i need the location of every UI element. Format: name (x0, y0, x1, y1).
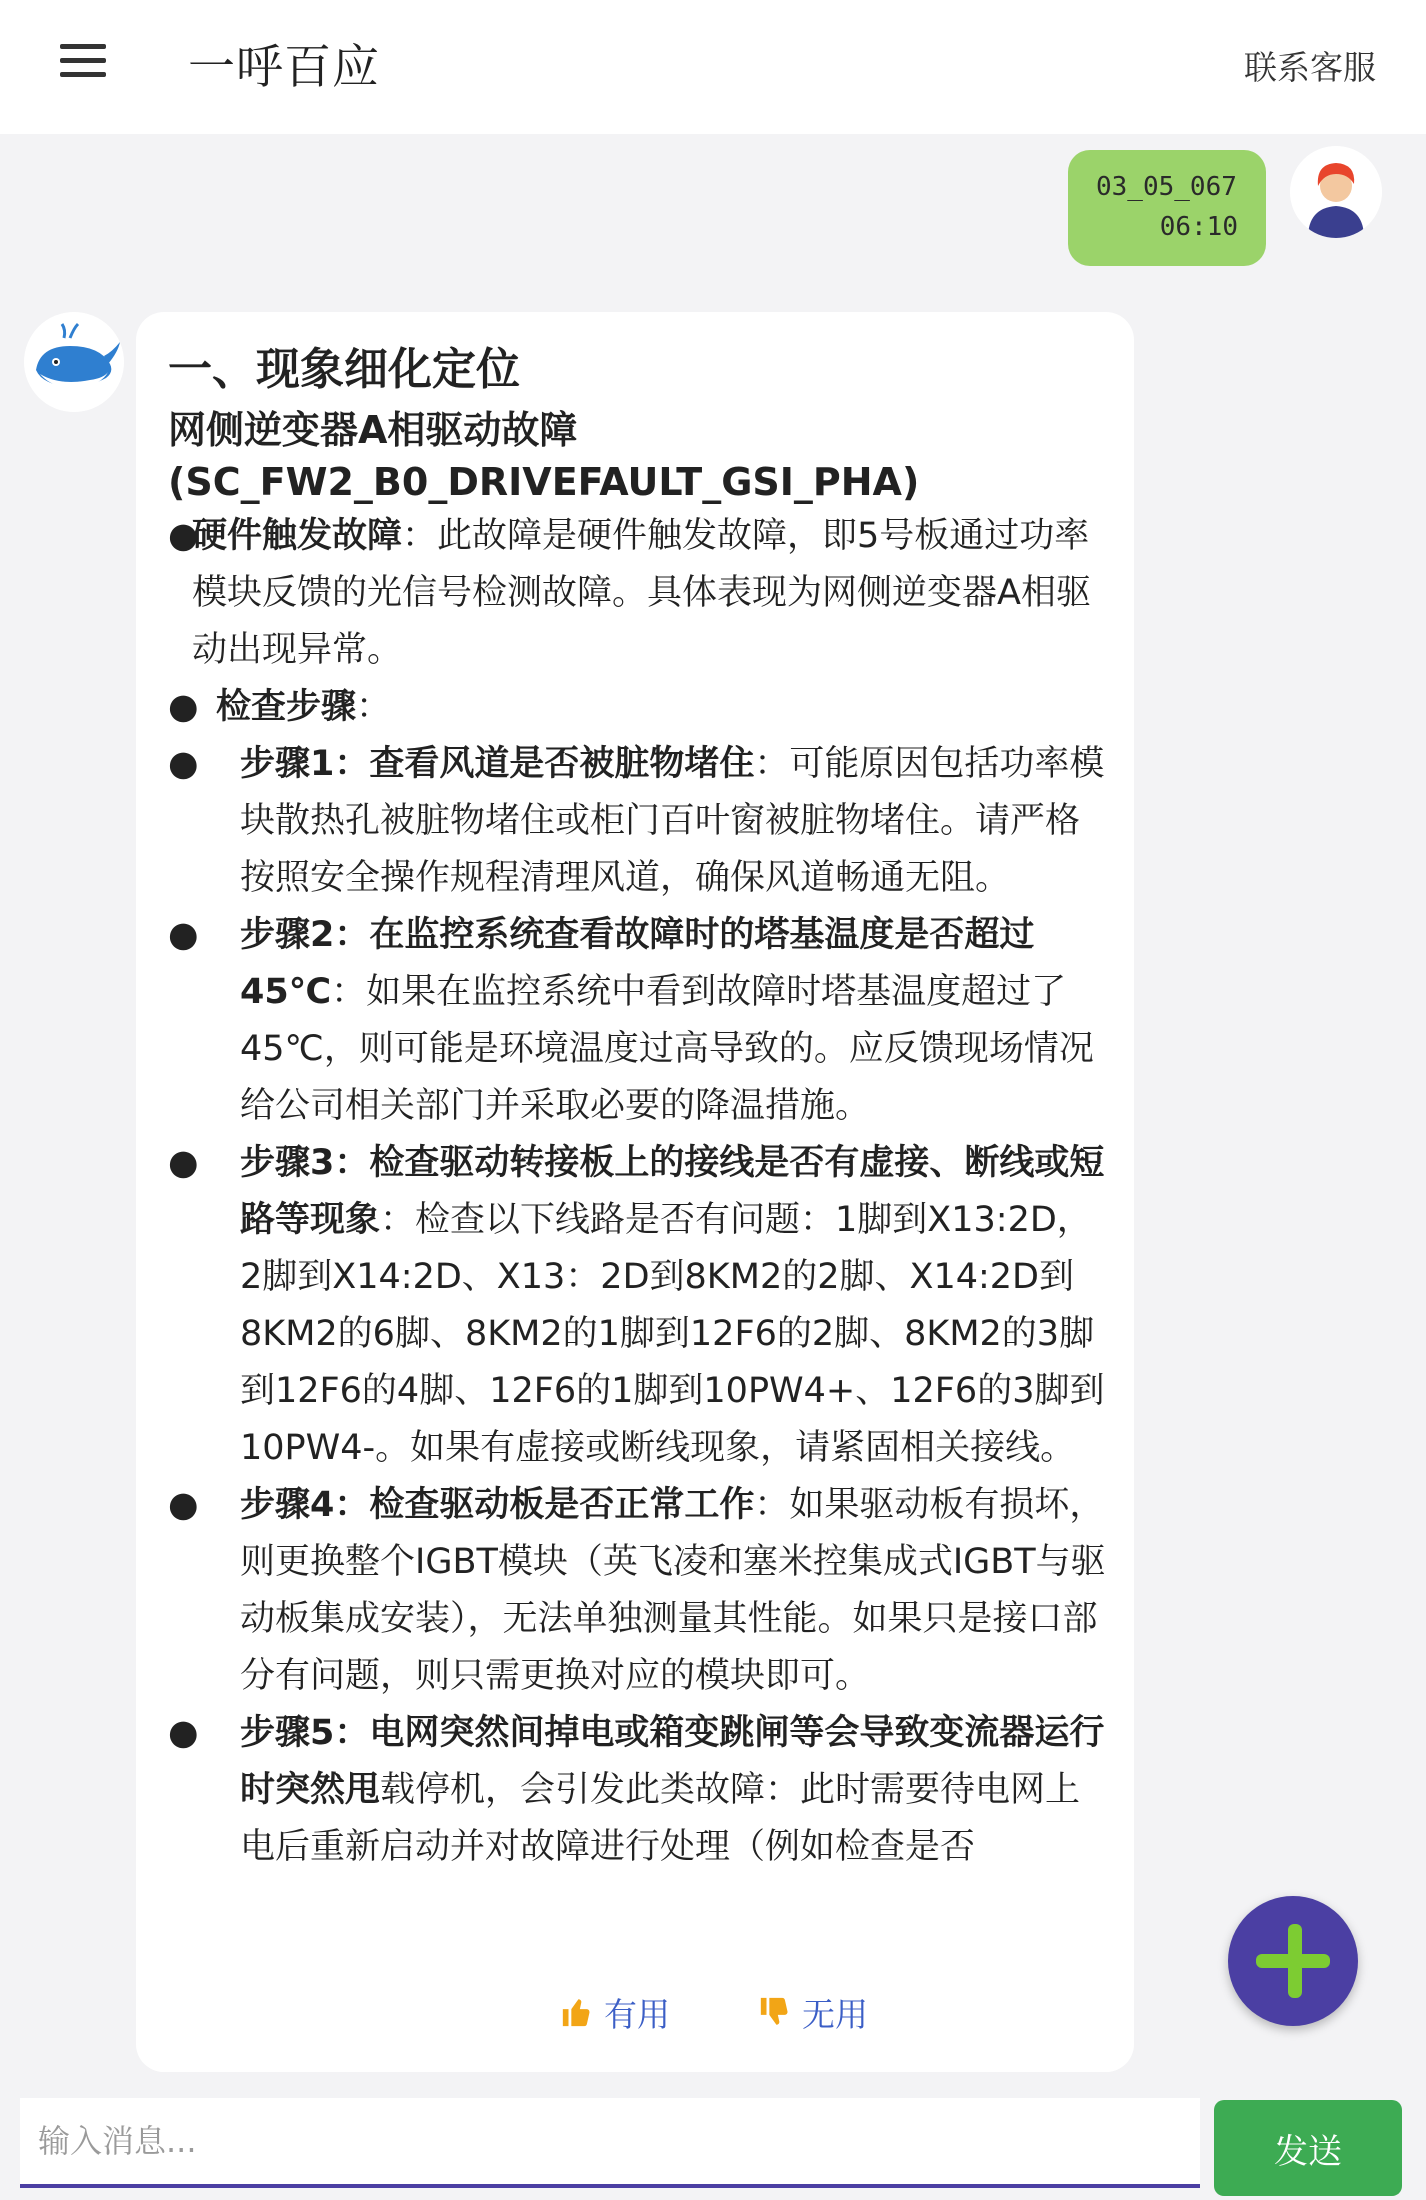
step-title: 步骤1：查看风道是否被脏物堵住 (240, 744, 755, 784)
thumbs-down-icon (758, 1995, 792, 2029)
fault-code: (SC_FW2_B0_DRIVEFAULT_GSI_PHA) (168, 460, 920, 504)
user-message-bubble (1068, 150, 1266, 266)
useful-button[interactable] (560, 1989, 670, 2036)
whale-avatar-icon (24, 312, 124, 412)
feedback-bar (540, 1980, 888, 2044)
fault-name: 网侧逆变器A相驱动故障 (168, 408, 578, 452)
bullet-dot: ● (168, 744, 199, 784)
user-message-text: 03_05_067 (1096, 172, 1237, 202)
step-item (168, 736, 1108, 907)
useless-button[interactable] (758, 1989, 868, 2036)
app-title: 一呼百应 (188, 40, 380, 95)
bullet-dot: ● (168, 1143, 199, 1183)
user-avatar (1290, 146, 1382, 238)
message-input[interactable] (20, 2098, 1200, 2188)
step-title: 步骤4：检查驱动板是否正常工作 (240, 1485, 755, 1525)
step-text: ：如果驱动板有损坏，则更换整个IGBT模块（英飞凌和塞米控集成式IGBT与驱动板集成安装），无法单独测量其性能。如果只是接口部分有问题，则只需更换对应的模块即可。 (240, 1485, 1106, 1696)
check-steps-item (168, 679, 1108, 736)
check-steps-title: 检查步骤 (216, 687, 357, 727)
bot-message-content (168, 338, 1108, 1876)
step-item (168, 907, 1108, 1135)
hardware-fault-text: ：此故障是硬件触发故障，即5号板通过功率模块反馈的光信号检测故障。具体表现为网侧逆变器A相驱动出现异常。 (192, 516, 1091, 670)
thumbs-up-icon (560, 1995, 594, 2029)
bullet-dot: ● (168, 1485, 199, 1525)
message-input-bar (0, 2080, 1426, 2200)
user-avatar-icon (1290, 146, 1382, 238)
bullet-dot: ● (168, 516, 199, 556)
send-button[interactable]: 发送 (1214, 2100, 1402, 2196)
step-item (168, 1477, 1108, 1705)
add-fab-button[interactable] (1228, 1896, 1358, 2026)
section-heading: 一、现象细化定位 (168, 344, 520, 395)
bullet-dot: ● (168, 915, 199, 955)
bullet-dot: ● (168, 687, 199, 727)
step-title: 步骤2：在监控系统查看故障时的塔基温度是否超过45℃ (240, 915, 1035, 1012)
step-text: ：如果在监控系统中看到故障时塔基温度超过了45℃，则可能是环境温度过高导致的。应反馈现场情况给公司相关部门并采取必要的降温措施。 (240, 972, 1094, 1126)
hardware-fault-title: 硬件触发故障 (192, 516, 403, 556)
hamburger-menu-icon[interactable] (60, 44, 110, 78)
top-app-bar (0, 0, 1426, 134)
step-text: 载停机，会引发此类故障：此时需要待电网上电后重新启动并对故障进行处理（例如检查是否 (240, 1770, 1081, 1867)
step-item (168, 1135, 1108, 1477)
user-message-time: 06:10 (1159, 212, 1238, 242)
check-steps-colon: ： (356, 687, 392, 727)
bullet-dot: ● (168, 1713, 199, 1753)
step-title: 步骤3：检查驱动转接板上的接线是否有虚接、断线或短路等现象 (240, 1143, 1105, 1240)
contact-support-link[interactable]: 联系客服 (1244, 48, 1376, 87)
step-title: 步骤5：电网突然间掉电或箱变跳闸等会导致变流器运行时突然甩 (240, 1713, 1105, 1810)
hardware-fault-item (168, 508, 1108, 679)
bot-avatar (24, 312, 124, 412)
step-text: ：检查以下线路是否有问题：1脚到X13:2D，2脚到X14:2D、X13：2D到8KM2的2脚、X14:2D到8KM2的6脚、8KM2的1脚到12F6的2脚、8KM2的3脚到12F6的4脚、12F6的1脚到10PW4+、12F6的3脚到10PW4-。如果有虚接或断线现象，请紧固相关接线。 (240, 1200, 1105, 1468)
useless-label: 无用 (802, 1994, 868, 2034)
step-text: ：可能原因包括功率模块散热孔被脏物堵住或柜门百叶窗被脏物堵住。请严格按照安全操作规程清理风道，确保风道畅通无阻。 (240, 744, 1105, 898)
bot-message-bubble (136, 312, 1134, 2072)
step-item (168, 1705, 1108, 1876)
useful-label: 有用 (604, 1994, 670, 2034)
